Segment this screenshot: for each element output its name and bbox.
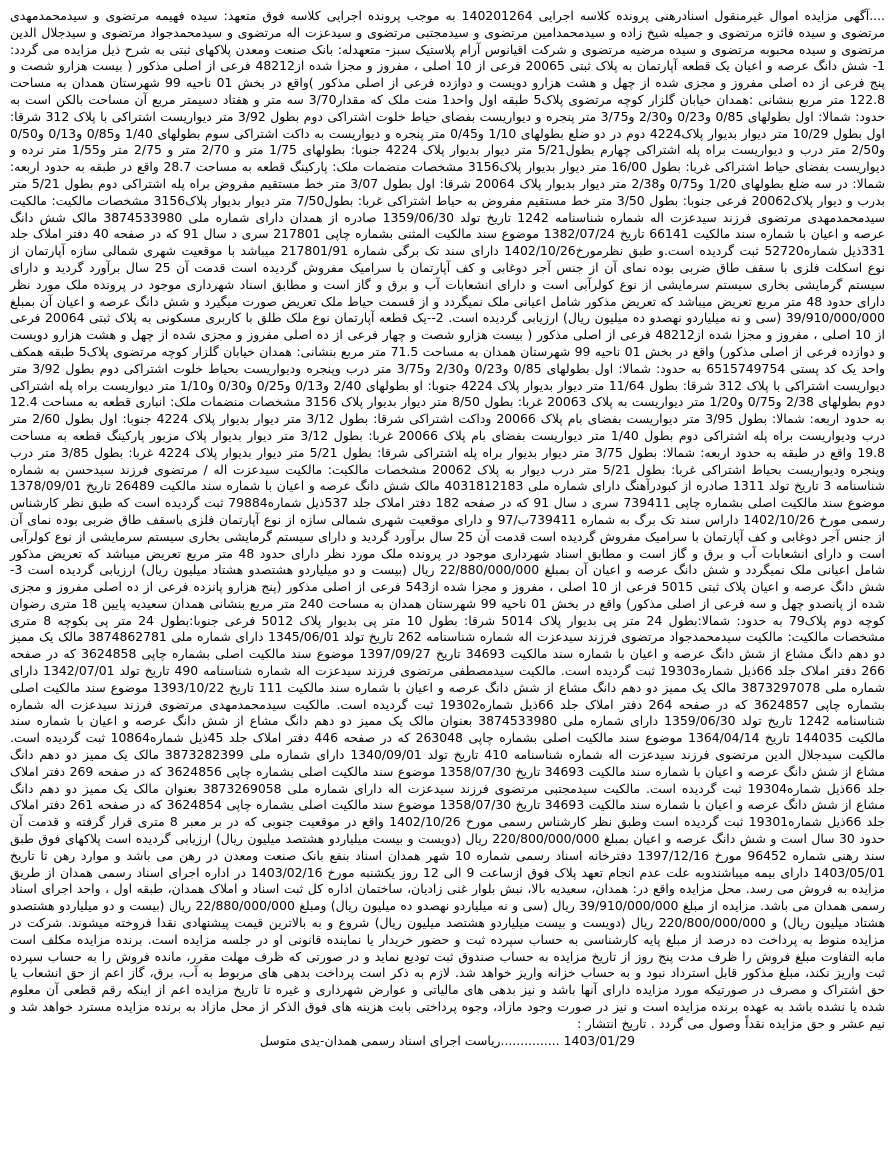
auction-notice-body: ....آگهی مزایده اموال غیرمنقول اسنادرهنی پرونده کلاسه اجرایی 140201264 به موجب پرونده اجرایی کلاسه فوق متعهد: سیده فهیمه مرتضوی و سیدمحمدمهدی مرتضوی و سیده فائزه مرتضوی و جمیله شیخ زاده و سیدمحمدامین مرتضوی و سیدمجتبی مرتضوی و سیدعزت اله مرتضوی و سیدمحمدجواد مرتضوی و سیدجلال الدین مرتضوی و سیده محبوبه مرتضوی و سیده مرضیه مرتضوی و شرکت اقیانوس آرام پلاستیک سبز- متعهدله: بانک صنعت ومعدن پلاکهای ثبتی به شرح ذیل مزایده می گردد: 1- شش دانگ عرصه و اعیان یک قطعه آپارتمان به پلاک ثبتی 20065 فرعی از 10 اصلی ، مفروز و مجزا شده از48212 فرعی از اصلی مذکور ( بیست هزارو شصت و پنج فرعی از ده اصلی مفروز و مجزی شده از چهل و هشت هزارو دویست و دوازده فرعی از اصلی مذکور )واقع در بخش 01 ناحیه 99 شهرستان همدان به مساحت 122.8 متر مربع بنشانی :همدان خیابان گلزار کوچه مرتضوی پلاک5 طبقه اول واحد1 منت ملک که مقدار3/70 سه متر و هفتاد دسیمتر مربع آن مساحت بالکن است به حدود: شمالا: اول بطولهای 0/85 و0/23 و2/30 و3/75 متر پنجره و دیواریست بفضای حیاط خلوت اشتراکی دوم بطول 3/92 متر دیواریست اشتراکی با پلاک 312 شرقا: اول بطول 10/29 متر دیوار بدیوار پلاک4224 دوم در دو ضلع بطولهای 1/10 و0/45 متر پنجره و دیواریست به داکت اشتراکی سوم بطولهای 1/40 و0/85 و0/13 و0/50 و2/50 متر درب و دیواریست براه پله اشتراکی چهارم بطول5/21 متر دیوار بدیوار پلاک 4224 جنوبا: بطولهای 1/75 متر و 2/70 متر و 2/75 متر و1/55 متر نرده و دیواریست بفضای حیاط اشتراکی غربا: بطول 16/00 متر دیوار بدیوار پلاک3156 مشخصات منضمات ملک: پارکینگ قطعه به مساحت 28.7 واقع در طبقه به حدود اربعه: شمالا: در سه ضلع بطولهای 1/20 و0/75 و2/38 متر دیوار بدیوار پلاک 20064 شرقا: اول بطول 3/07 متر خط مستقیم مفروض براه پله اشتراکی دوم بطول 5/21 متر بدرب و دیوار پلاک20062 فرعی جنوبا: بطول 3/50 متر خط مستقیم مفروض به حیاط اشتراکی غربا: بطول7/50 متر دیوار بدیوار پلاک3156 مشخصات مالکیت: مالکیت سیدمحمدمهدی مرتضوی فرزند سیدعزت اله شماره شناسنامه 1242 تاریخ تولد 1359/06/30 صادره از همدان دارای شماره ملی 3874533980 مالک شش دانگ عرصه و اعیان با شماره سند مالکیت 66141 تاریخ 1382/07/24 موضوع سند مالکیت المثنی بشماره چاپی 217801 سری د سال 91 که در صفحه 40 دفتر املاک جلد 331ذیل شماره52720 ثبت گردیده است.و طبق نظرمورخ1402/10/26 دارای سند تک برگی شماره 217801/91 میباشد با موقعیت شهری شمالی سازه آپارتمان از نوع اسکلت فلزی با سقف طاق ضربی بوده نمای آن از جنس آجر دوغابی و کف آپارتمان با سرامیک مفروش گردیده است قدمت آن 25 سال برآورد گردید و دارای سیستم گرمایشی بخاری سیستم سرمایشی از نوع کولرآبی است و دارای انشعابات آب و برق و گاز است و مطابق اسناد شهرداری موجود در پرونده ملک مورد نظر دارای حدود 48 متر مربع تعریض میباشد که تعریض مذکور شامل اعیانی ملک نمیگردد و از قسمت حیاط ملک تعریض صورت میگیرد و شش دانگ عرصه و اعیان آن بمبلغ 39/910/000/000 (سی و نه میلیاردو نهصدو ده میلیون ریال) ارزیابی گردیده است. 2--یک قطعه آپارتمان نوع ملک طلق با کاربری مسکونی به پلاک ثبتی 20064 فرعی از 10 اصلی ، مفروز و مجزا شده از48212 فرعی از اصلی مذکور ( بیست هزارو شصت و چهار فرعی از ده اصلی مفروز و مجزی شده از چهل و هشت هزارو دویست و دوازده فرعی از اصلی مذکور) واقع در بخش 01 ناحیه 99 شهرستان همدان به مساحت 71.5 متر مربع بنشانی: همدان خیابان گلزار کوچه مرتضوی پلاک5 طبقه همکف واحد یک کد پستی 6515749754 به حدود: شمالا: اول بطولهای 0/85 و0/23 و2/30 و3/75 متر درب وپنجره ودیواریست بحیاط خلوت اشتراکی دوم بطول 3/92 متر دیواریست اشتراکی با پلاک 312 شرقا: بطول 11/64 متر دیوار بدیوار پلاک 4224 جنوبا: او بطولهای 2/40 و0/13 و0/25 و0/30 و1/10 متر دیواریست براه پله اشتراکی دوم بطولهای 2/38 و0/75 و1/20 متر دیواریست به پلاک 20063 غربا: بطول 8/50 متر دیوار بدیوار پلاک 3156 مشخصات منضمات ملک: انباری قطعه به مساحت 12.4 به حدود اربعه: شمالا: بطول 3/95 متر دیواریست بفضای بام پلاک 20066 وداکت اشتراکی شرقا: بطول 3/12 متر دیوار بدیوار پلاک 4224 جنوبا: اول بطول 2/60 متر درب ودیواریست براه پله اشتراکی دوم بطول 1/40 متر دیواریست بفضای بام پلاک 20066 غربا: بطول 3/12 متر دیوار بدیوار پلاک مزبور پارکینگ قطعه به مساحت 19.8 واقع در طبقه به حدود اربعه: شمالا: بطول 3/75 متر دیوار بدیوار براه پله اشتراکی شرقا: بطول 5/21 متر دیوار بدیوار پلاک 4224 غربا: بطول 3/85 متر درب وپنجره ودیواریست بحیاط اشتراکی غربا: بطول 5/21 متر درب دیوار به پلاک 20062 مشخصات مالکیت: مالکیت سیدعزت اله / مرتضوی فرزند سیدحسن به شماره شناسنامه 3 تاریخ تولد 1311 صادره از کبودرآهنگ دارای شماره ملی 4031812183 مالک شش دانگ عرصه و اعیان با شماره سند مالکیت 26489 تاریخ 1378/09/01 موضوع سند مالکیت اصلی بشماره چاپی 739411 سری د سال 91 که در صفحه 182 دفتر املاک جلد 537ذیل شماره79884 ثبت گردیده است که طبق نظر کارشناس رسمی مورخ 1402/10/26 داراس سند تک برگ به شماره 739411ب/97 و دارای موقعیت شهری شمالی سازه از نوع آپارتمان فلزی باسقف طاق ضربی بوده نمای آن از جنس آجر دوغابی و کف آپارتمان با سرامیک مفروش گردیده است قدمت آن 25 سال برآورد گردید و دارای سیستم گرمایشی بخاری سیستم سرمایشی از نوع کولرآبی است و دارای انشعابات آب و برق و گاز است و مطابق اسناد شهرداری موجود در پرونده ملک مورد نظر دارای حدود 48 متر مربع تعریض میباشد که تعریض مذکور شامل اعیانی ملک نمیگردد و شش دانگ عرصه و اعیان آن بمبلغ 22/880/000/000 ریال (بیست و دو میلیاردو هشتصدو هشتاد میلیون ریال) ارزیابی گردیده است 3- شش دانگ عرصه و اعیان پلاک ثبتی 5015 فرعی از 10 اصلی ، مفروز و مجزا شده از543 فرعی از اصلی مذکور (پنج هزارو پانزده فرعی از ده اصلی مفروز و مجزی شده از پانصدو چهل و سه فرعی از اصلی مذکور) واقع در بخش 01 ناحیه 99 شهرستان همدان به مساحت 240 متر مربع بنشانی همدان سعیدیه پایین 18 متری رضوان کوچه دوم پلاک79 به حدود: شمالا:بطول 24 متر پی بدیوار پلاک 5014 شرقا: بطول 10 متر پی بدیوار پلاک 5012 فرعی جنوبا:بطول 24 متر پی بکوچه 8 متری مشخصات مالکیت: مالکیت سیدمحمدجواد مرتضوی فرزند سیدعزت اله شماره شناسنامه 262 تاریخ تولد 1345/06/01 دارای شماره ملی 3874862781 مالک یک ممیز دو دهم دانگ مشاع از شش دانگ عرصه و اعیان با شماره سند مالکیت 34693 تاریخ 1397/09/27 موضوع سند مالکیت اصلی بشماره چاپی 3624858 که در صفحه 266 دفتر املاک جلد 66ذیل شماره19303 ثبت گردیده است. مالکیت سیدمصطفی مرتضوی فرزند سیدعزت اله شماره شناسنامه 490 تاریخ تولد 1342/07/01 دارای شماره ملی 3873297078 مالک یک ممیز دو دهم دانگ مشاع از شش دانگ عرصه و اعیان با شماره سند مالکیت 111 تاریخ 1393/10/22 موضوع سند مالکیت اصلی بشماره چاپی 3624857 که در صفحه 264 دفتر املاک جلد 66ذیل شماره19302 ثبت گردیده است. مالکیت سیدمحمدمهدی مرتضوی فرزند سیدعزت اله شماره شناسنامه 1242 تاریخ تولد 1359/06/30 دارای شماره ملی 3874533980 بعنوان مالک یک ممیز دو دهم دانگ مشاع از شش دانگ عرصه و اعیان با شماره سند مالکیت 144035 تاریخ 1364/04/14 موضوع سند مالکیت اصلی بشماره چاپی 263048 که در صفحه 446 دفتر املاک جلد 45ذیل شماره10864 ثبت گردیده است. مالکیت سیدجلال الدین مرتضوی فرزند سیدعزت اله شماره شناسنامه 410 تاریخ تولد 1340/09/01 دارای شماره ملی 3873282399 مالک یک ممیز دو دهم دانگ مشاع از شش دانگ عرصه و اعیان با شماره سند مالکیت 34693 تاریخ 1358/07/30 موضوع سند مالکیت اصلی بشماره چاپی 3624856 که در صفحه 269 دفتر املاک جلد 66ذیل شماره19304 ثبت گردیده است. مالکیت سیدمجتبی مرتضوی فرزند سیدعزت اله دارای شماره ملی 3873269058 بعنوان مالک یک ممیز دو دهم دانگ مشاع از شش دانگ عرصه و اعیان با شماره سند مالکیت 34693 تاریخ 1358/07/30 موضوع سند مالکیت اصلی بشماره چاپی 3624854 که در صفحه 261 دفتر املاک جلد 66ذیل شماره19301 ثبت گردیده است وطبق نظر کارشناس رسمی مورخ 1402/10/26 واقع در موقعیت جنوبی که در بر معبر 8 متری قرار گرفته و قدمت آن حدود 30 سال است و شش دانگ عرصه و اعیان بمبلغ 220/800/000/000 ریال (دویست و بیست میلیاردو هشتصد میلیون ریال) ارزیابی گردیده است پلاکهای فوق طبق سند رهنی شماره 96452 مورخ 1397/12/16 دفترخانه اسناد رسمی شماره 10 شهر همدان اسناد بنفع بانک صنعت ومعدن در رهن می باشد و موارد رهن تا تاریخ 1403/05/01 دارای بیمه میباشندوبه علت عدم انجام تعهد پلاک فوق ازساعت 9 الی 12 روز یکشنبه مورخ 1403/02/16 در اداره اجرای اسناد رسمی همدان از طریق مزایده به فروش می رسد. محل مزایده واقع در: همدان، سعیدیه بالا، نبش بلوار غنی زادیان، ساختمان اداره کل ثبت اسناد و املاک همدان، طبقه اول ، واحد اجرای اسناد رسمی همدان می باشد. مزایده از مبلغ 39/910/000/000 ریال (سی و نه میلیاردو نهصدو ده میلیون ریال) ومبلغ 22/880/000/000 ریال (بیست و دو میلیاردو هشتصدو هشتاد میلیون ریال) و 220/800/000/000 ریال (دویست و بیست میلیاردو هشتصد میلیون ریال) شروع و به بالاترین قیمت پیشنهادی نقدا فروخته میشوند. شرکت در مزایده منوط به پرداخت ده درصد از مبلغ پایه کارشناسی به حساب سپرده ثبت و حضور خریدار یا نماینده قانونی او در جلسه مزایده است. برنده مزایده مکلف است مابه التفاوت مبلغ فروش را ظرف مدت پنج روز از تاریخ مزایده به حساب صندوق ثبت تودیع نماید و در صورتی که ظرف مهلت مقرر، مانده فروش را به حساب سپرده ثبت واریز نکند، مبلغ مذکور قابل استرداد نبود و به حساب خزانه واریز خواهد شد. لازم به ذکر است پرداخت بدهی های مربوط به آب، برق، گاز اعم از حق انشعاب یا حق اشتراک و مصرف در صورتیکه مورد مزایده دارای آنها باشد و نیز بدهی های مالیاتی و عوارض شهرداری و غیره تا تاریخ مزایده اعم از اینکه رقم قطعی آن معلوم شده یا نشده باشد به عهده برنده مزایده است و نیز در صورت وجود مازاد، وجوه پرداختی بابت هزینه های فوق الذکر از محل مازاد به برنده مزایده مسترد خواهد شد و نیم عشر و حق مزایده نقداً وصول می گردد . تاریخ انتشار :: [9, 8, 886, 1031]
issuing-office-signature: ...............ریاست اجرای اسناد رسمی همدان-یدی متوسل: [259, 1032, 560, 1048]
publication-date: 1403/01/29: [563, 1032, 635, 1048]
notice-footer: [10, 1033, 885, 1050]
